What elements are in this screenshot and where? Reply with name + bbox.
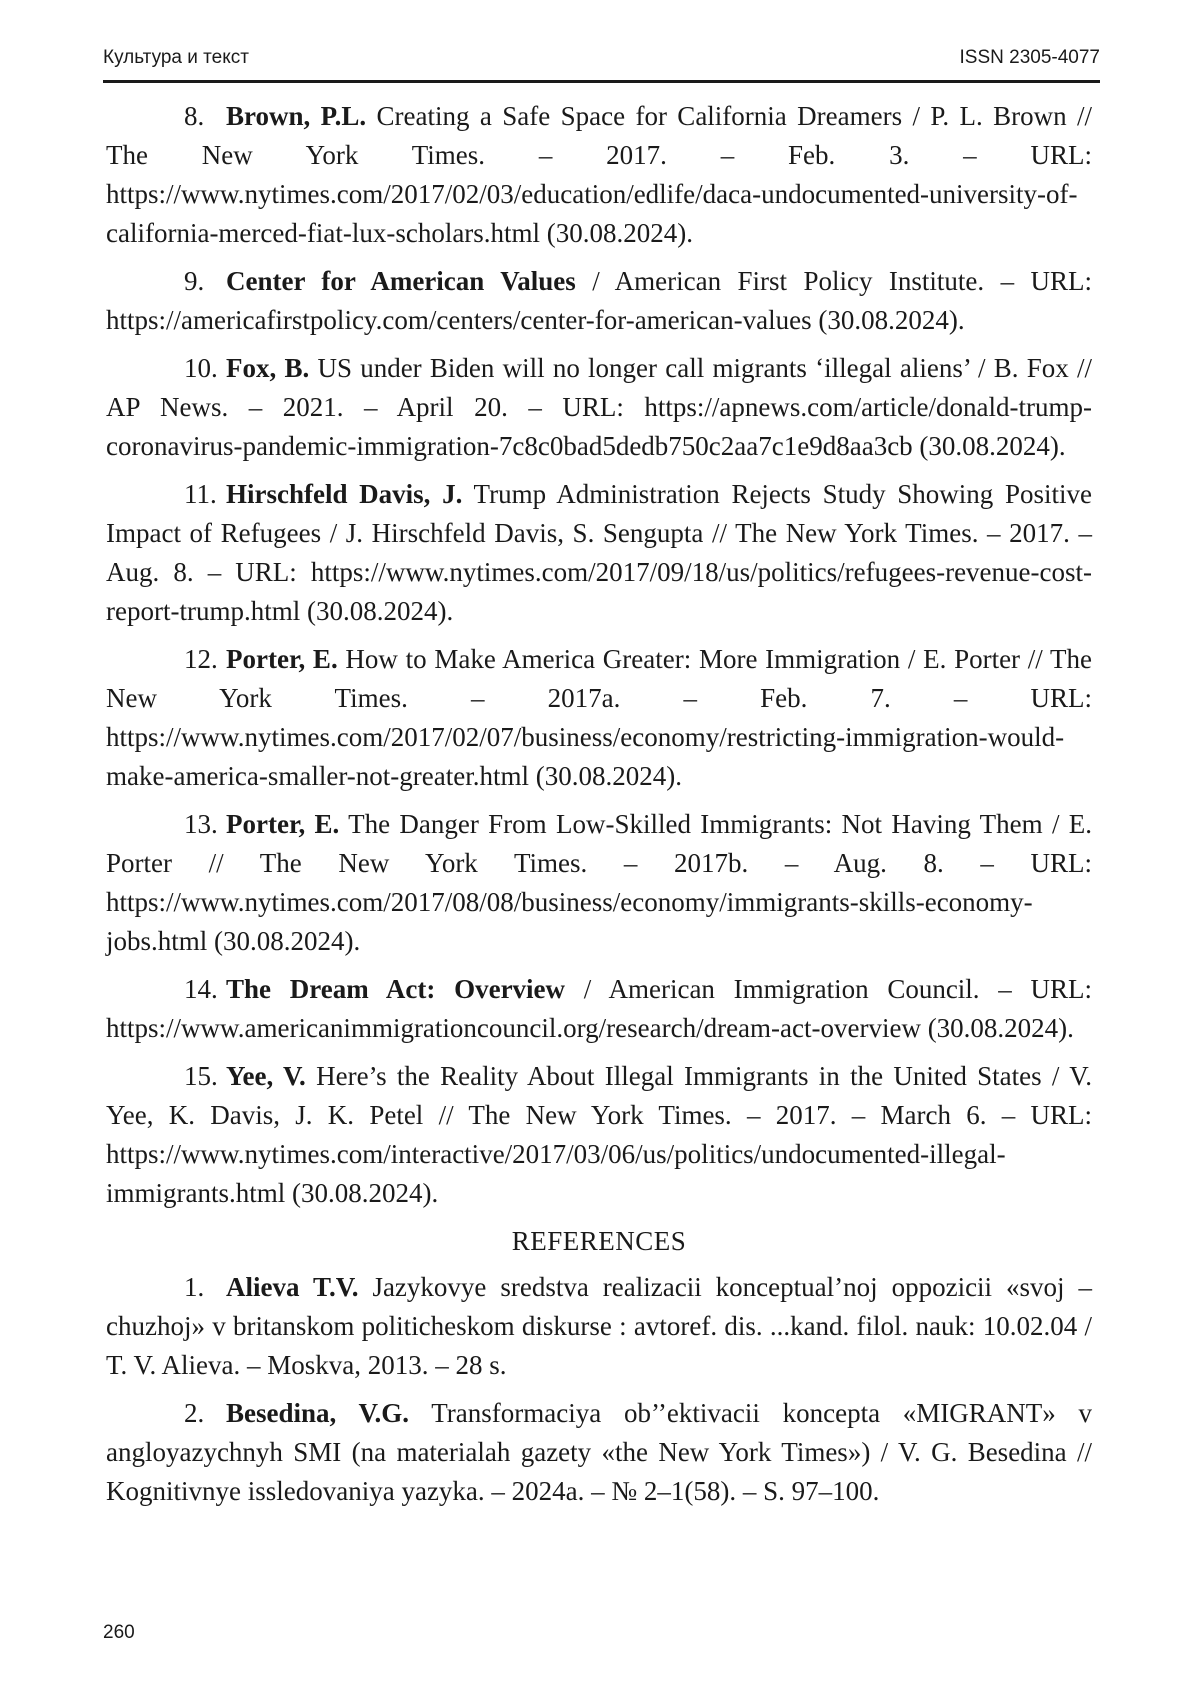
reference-text: Transformaciya ob’’ektivacii koncepta «MIGRANT» v angloyazychnyh SMI (na materialah gazety «the New York Times») / V. G. Besedina // Kognitivnye issledovaniya yazyka. – 2024a. – № 2–1(58). – S. 97–100. <box>106 1398 1092 1506</box>
reference-number: 12. <box>184 644 218 674</box>
reference-author: Yee, V. <box>226 1061 306 1091</box>
reference-item <box>106 640 1092 796</box>
references-heading: REFERENCES <box>511 1226 687 1256</box>
page-content <box>106 97 1092 1520</box>
reference-text: Here’s the Reality About Illegal Immigrants in the United States / V. Yee, K. Davis, J. K. Petel // The New York Times. – 2017. – March 6. – URL: https://www.nytimes.com/interactive/2017/03/06/us/politics/undocumented-illegal-immigrants.html (30.08.2024). <box>106 1061 1092 1208</box>
reference-author: Brown, P.L. <box>226 101 367 131</box>
journal-title: Культура и текст <box>103 47 249 68</box>
reference-number: 15. <box>184 1061 218 1091</box>
reference-item <box>106 805 1092 961</box>
reference-author: Alieva T.V. <box>226 1272 359 1302</box>
reference-author: Porter, E. <box>226 809 340 839</box>
reference-item <box>106 1268 1092 1385</box>
reference-number: 13. <box>184 809 218 839</box>
reference-number: 11. <box>184 479 217 509</box>
reference-author: Hirschfeld Davis, J. <box>226 479 463 509</box>
reference-item <box>106 97 1092 253</box>
reference-text: / American First Policy Institute. – URL: https://americafirstpolicy.com/centers/center-for-american-values (30.08.2024). <box>106 266 1093 335</box>
reference-author: Center for American Values <box>226 266 576 296</box>
reference-text: Trump Administration Rejects Study Showing Positive Impact of Refugees / J. Hirschfeld Davis, S. Sengupta // The New York Times. – 2017. – Aug. 8. – URL: https://www.nytimes.com/2017/09/18/us/politics/refugees-revenue-cost-report-trump.html (30.08.2024). <box>106 479 1092 626</box>
reference-item <box>106 349 1092 466</box>
reference-text: / American Immigration Council. – URL: https://www.americanimmigrationcouncil.org/research/dream-act-overview (30.08.2024). <box>106 974 1092 1043</box>
reference-number: 14. <box>184 974 218 1004</box>
reference-item <box>106 1057 1092 1213</box>
reference-number: 1. <box>184 1272 205 1302</box>
running-header <box>103 44 1100 83</box>
issn-label: ISSN 2305-4077 <box>959 47 1100 68</box>
reference-text: Jazykovye sredstva realizacii konceptual’noj oppozicii «svoj – chuzhoj» v britanskom politicheskom diskurse : avtoref. dis. ...kand. filol. nauk: 10.02.04 / T. V. Alieva. – Moskva, 2013. – 28 s. <box>106 1272 1092 1380</box>
reference-author: Fox, B. <box>226 353 310 383</box>
reference-author: Porter, E. <box>226 644 338 674</box>
reference-author: Besedina, V.G. <box>226 1398 410 1428</box>
reference-number: 2. <box>184 1398 205 1428</box>
reference-text: The Danger From Low-Skilled Immigrants: Not Having Them / E. Porter // The New York Times. – 2017b. – Aug. 8. – URL: https://www.nytimes.com/2017/08/08/business/economy/immigrants-skills-economy-jobs.html (30.08.2024). <box>106 809 1092 956</box>
reference-item <box>106 970 1092 1048</box>
reference-number: 8. <box>184 101 205 131</box>
reference-number: 9. <box>184 266 205 296</box>
reference-item <box>106 1394 1092 1511</box>
reference-author: The Dream Act: Overview <box>226 974 566 1004</box>
reference-item <box>106 475 1092 631</box>
reference-text: How to Make America Greater: More Immigration / E. Porter // The New York Times. – 2017a. – Feb. 7. – URL: https://www.nytimes.com/2017/02/07/business/economy/restricting-immigration-would-make-america-smaller-not-greater.html (30.08.2024). <box>106 644 1092 791</box>
reference-item <box>106 262 1092 340</box>
page-number: 260 <box>103 1622 135 1643</box>
reference-text: US under Biden will no longer call migrants ‘illegal aliens’ / B. Fox // AP News. – 2021. – April 20. – URL: https://apnews.com/article/donald-trump-coronavirus-pandemic-immigration-7c8c0bad5dedb750c2aa7c1e9d8aa3cb (30.08.2024). <box>106 353 1092 461</box>
reference-number: 10. <box>184 353 218 383</box>
reference-text: Creating a Safe Space for California Dreamers / P. L. Brown // The New York Times. – 2017. – Feb. 3. – URL: https://www.nytimes.com/2017/02/03/education/edlife/daca-undocumented-university-of-california-merced-fiat-lux-scholars.html (30.08.2024). <box>106 101 1092 248</box>
